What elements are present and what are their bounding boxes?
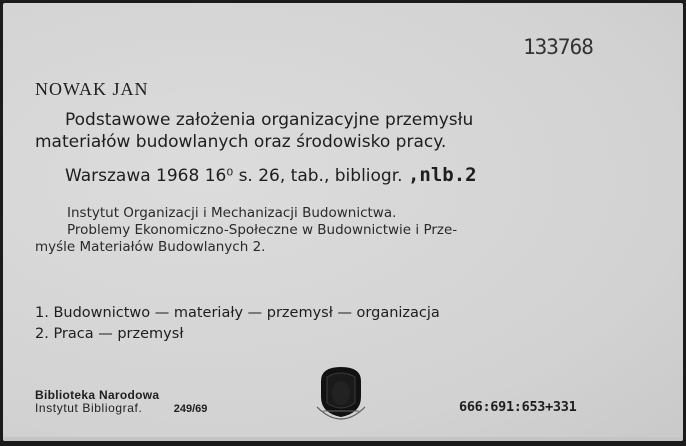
subject-heading: 1. Budownictwo — materiały — przemysł — organizacja <box>35 305 440 321</box>
subject-heading: 2. Praca — przemysł <box>35 326 184 342</box>
title-line: Podstawowe założenia organizacyjne przemysłu <box>65 110 474 130</box>
library-name: Biblioteka Narodowa <box>35 388 160 402</box>
author-heading: NOWAK JAN <box>35 79 149 99</box>
publisher-line: Problemy Ekonomiczno-Społeczne w Budownictwie i Prze- <box>67 222 458 238</box>
title-line: materiałów budowlanych oraz środowisko pracy. <box>35 132 447 152</box>
subject-headings <box>35 303 440 345</box>
imprint-line <box>65 164 477 186</box>
card-number: 249/69 <box>173 403 208 415</box>
library-department: Instytut Bibliograf. <box>35 401 143 415</box>
publisher-series <box>35 205 635 256</box>
imprint-text: Warszawa 1968 16⁰ s. 26, tab., bibliogr. <box>65 166 403 186</box>
publisher-line: Instytut Organizacji i Mechanizacji Budownictwa. <box>67 205 397 221</box>
card-bottom-edge <box>3 437 683 441</box>
national-library-emblem-icon <box>313 363 369 421</box>
publisher-line: myśle Materiałów Budowlanych 2. <box>35 239 266 255</box>
udc-classification: 666:691:653+331 <box>459 399 577 415</box>
inventory-number: 133768 <box>523 35 593 59</box>
catalog-card <box>3 3 683 441</box>
book-title <box>35 109 625 153</box>
library-stamp <box>35 389 207 416</box>
shelfmark: ,nlb.2 <box>407 164 477 186</box>
